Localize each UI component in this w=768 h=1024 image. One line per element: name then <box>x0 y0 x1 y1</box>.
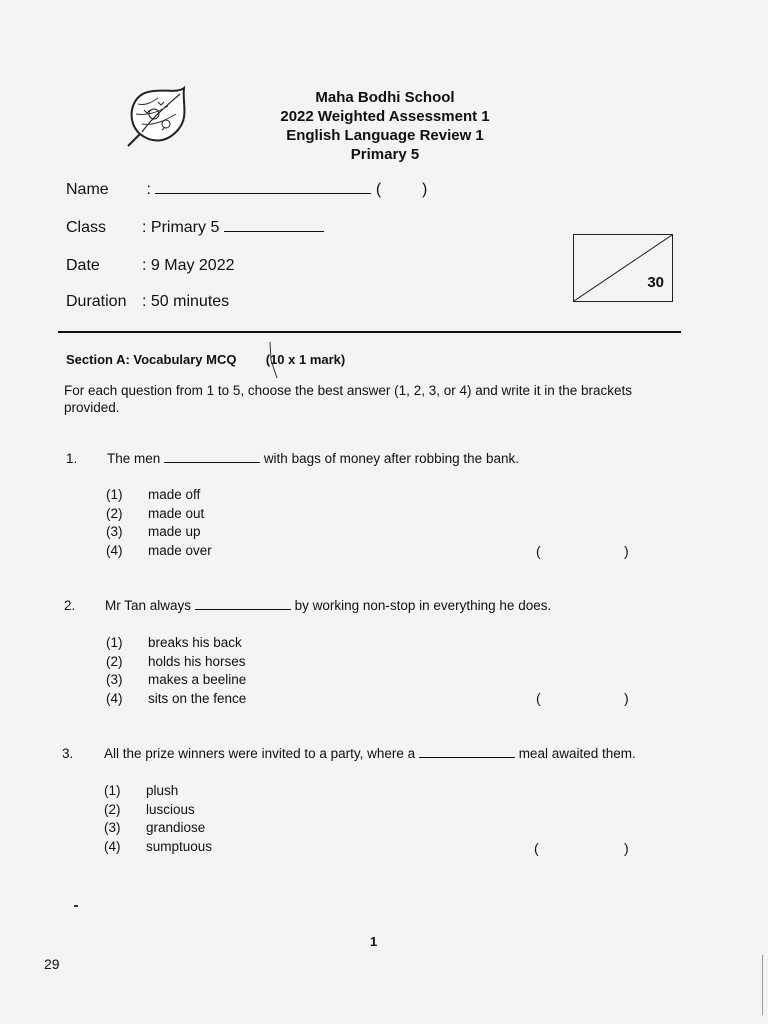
answer-bracket-close: ) <box>624 840 629 856</box>
section-instructions: For each question from 1 to 5, choose the best answer (1, 2, 3, or 4) and write it in the brackets provided. <box>64 383 633 415</box>
answer-blank <box>419 757 515 758</box>
question-3-options <box>104 782 212 856</box>
section-title: Section A: Vocabulary MCQ <box>66 352 237 367</box>
option-number: (3) <box>106 524 123 539</box>
class-row <box>66 219 324 237</box>
option-text: breaks his back <box>148 635 242 650</box>
option-text: makes a beeline <box>148 672 247 687</box>
option <box>106 671 246 690</box>
option-number: (1) <box>106 635 123 650</box>
answer-bracket-open: ( <box>536 543 541 559</box>
question-2-options <box>106 634 246 708</box>
option-text: sumptuous <box>146 838 213 854</box>
duration-row <box>66 293 229 311</box>
subject-title: English Language Review 1 <box>286 127 484 144</box>
option-text: luscious <box>146 801 195 817</box>
question-stem-end: meal awaited them. <box>518 746 636 761</box>
answer-blank <box>164 462 260 463</box>
name-row <box>66 181 427 199</box>
name-blank[interactable] <box>155 193 371 194</box>
option-text: plush <box>146 783 179 798</box>
question-stem-start: Mr Tan always <box>105 598 192 613</box>
question-stem-start: All the prize winners were invited to a party, where a <box>104 746 416 761</box>
answer-bracket-close: ) <box>624 690 629 706</box>
duration-value: : 50 minutes <box>142 293 230 310</box>
question-1-options <box>106 486 212 560</box>
option-number: (4) <box>106 542 123 558</box>
option-number: (1) <box>106 487 123 502</box>
scan-speck <box>74 905 78 907</box>
question-stem-end: by working non-stop in everything he does. <box>294 598 552 613</box>
answer-bracket-open: ( <box>536 690 541 706</box>
option-number: (1) <box>104 783 121 798</box>
class-label: Class <box>66 219 107 236</box>
answer-bracket-close: ) <box>624 543 629 559</box>
score-total: 30 <box>647 274 664 291</box>
assessment-title: 2022 Weighted Assessment 1 <box>280 108 490 125</box>
option <box>106 634 246 653</box>
option <box>106 505 212 524</box>
answer-field-2[interactable] <box>548 688 618 708</box>
option <box>106 690 246 709</box>
option <box>104 819 212 838</box>
section-marks: (10 x 1 mark) <box>265 352 346 367</box>
answer-field-1[interactable] <box>548 541 618 561</box>
date-row <box>66 257 235 275</box>
option <box>106 653 246 672</box>
date-label: Date <box>66 257 100 274</box>
pen-mark <box>268 340 280 380</box>
option-text: grandiose <box>146 820 206 835</box>
page-number: 1 <box>370 934 378 949</box>
option <box>104 782 212 801</box>
register-bracket-open: ( <box>375 181 382 198</box>
option <box>104 801 212 820</box>
option <box>104 838 212 857</box>
answer-field-3[interactable] <box>546 838 616 858</box>
option-number: (4) <box>104 838 121 854</box>
class-value: : Primary 5 <box>142 219 220 236</box>
option <box>106 542 212 561</box>
register-bracket-close: ) <box>422 181 428 198</box>
option-number: (2) <box>106 653 123 669</box>
option-number: (3) <box>104 820 121 835</box>
level-title: Primary 5 <box>350 146 420 163</box>
option-text: made off <box>148 487 201 502</box>
exam-header <box>200 88 570 164</box>
name-colon: : <box>146 181 151 198</box>
option-text: holds his horses <box>148 653 246 669</box>
option-number: (4) <box>106 690 123 706</box>
name-label: Name <box>66 181 109 198</box>
option-text: made over <box>148 542 212 558</box>
score-box-diagonal <box>574 235 672 301</box>
score-box[interactable] <box>573 234 673 302</box>
option <box>106 486 212 505</box>
school-logo <box>118 84 198 154</box>
question-stem-end: with bags of money after robbing the bank. <box>263 451 519 466</box>
question-number: 1. <box>66 451 78 466</box>
corner-page-number: 29 <box>44 956 60 972</box>
option-number: (2) <box>104 801 121 817</box>
option-number: (3) <box>106 672 123 687</box>
option <box>106 523 212 542</box>
answer-bracket-open: ( <box>534 840 539 856</box>
header-divider <box>58 331 681 333</box>
option-text: made out <box>148 505 205 521</box>
option-text: made up <box>148 524 201 539</box>
scan-edge-line <box>762 955 763 1015</box>
question-number: 3. <box>62 746 74 761</box>
answer-blank <box>195 609 291 610</box>
question-stem-start: The men <box>107 451 161 466</box>
option-number: (2) <box>106 505 123 521</box>
question-number: 2. <box>64 598 76 613</box>
school-name: Maha Bodhi School <box>315 89 455 106</box>
duration-label: Duration <box>66 293 127 310</box>
section-title-row <box>66 352 345 367</box>
option-text: sits on the fence <box>148 690 247 706</box>
class-blank[interactable] <box>224 231 324 232</box>
date-value: : 9 May 2022 <box>142 257 235 274</box>
